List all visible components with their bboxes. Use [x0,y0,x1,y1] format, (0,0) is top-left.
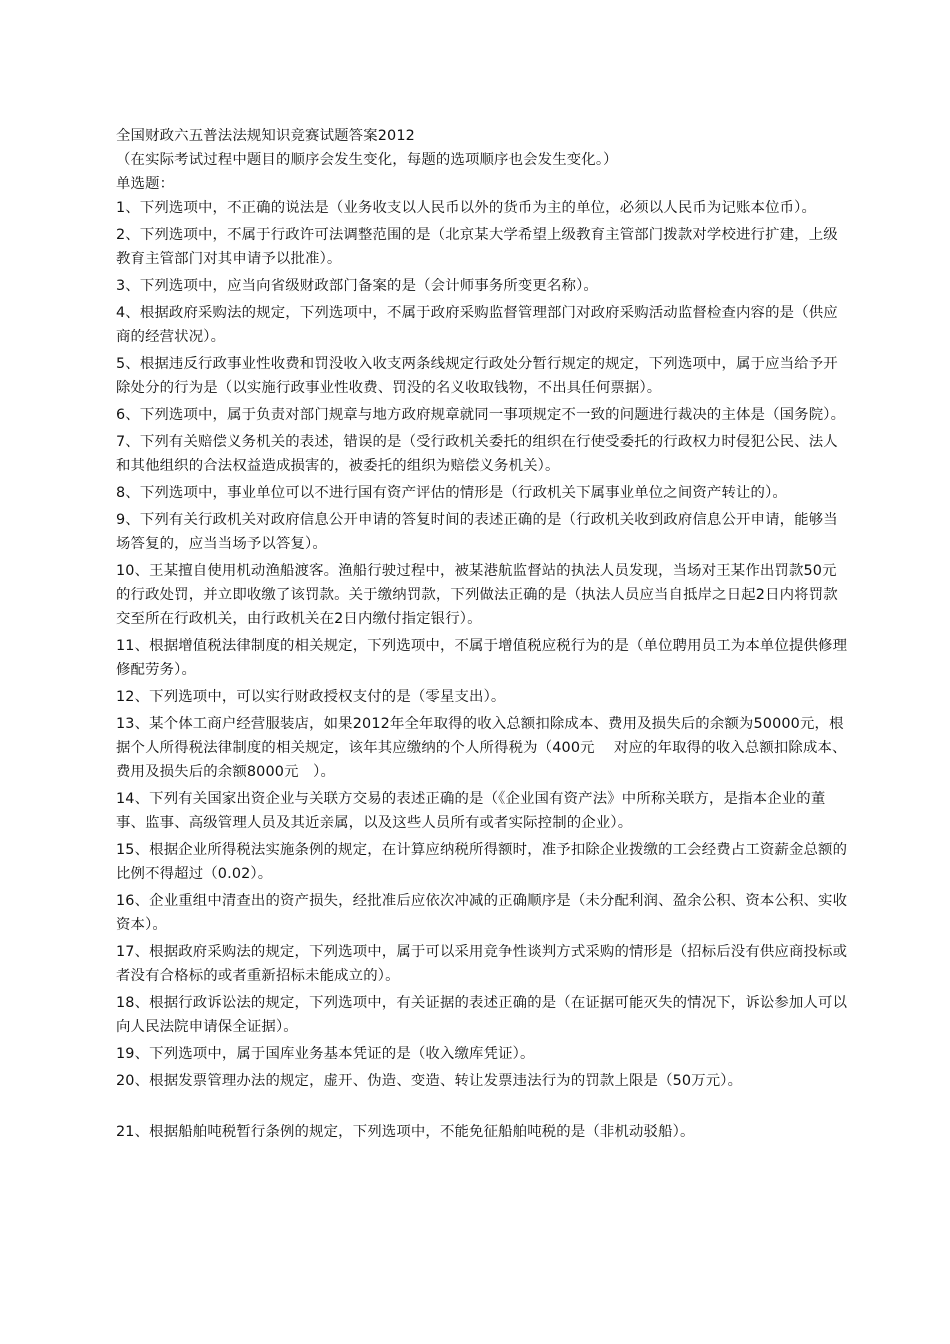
question-15: 15、根据企业所得税法实施条例的规定，在计算应纳税所得额时，准予扣除企业拨缴的工会经费占工资薪金总额的比例不得超过（0.02）。 [116,842,848,882]
question-7: 7、下列有关赔偿义务机关的表述，错误的是（受行政机关委托的组织在行使受委托的行政权力时侵犯公民、法人和其他组织的合法权益造成损害的，被委托的组织为赔偿义务机关）。 [116,434,838,474]
document-body [116,124,851,1147]
question-13: 13、某个体工商户经营服装店，如果2012年全年取得的收入总额扣除成本、费用及损失后的余额为50000元，根据个人所得税法律制度的相关规定，该年其应缴纳的个人所得税为（400元 对应的年取得的收入总额扣除成本、费用及损失后的余额8000元 ）。 [116,716,847,780]
question-4: 4、根据政府采购法的规定，下列选项中，不属于政府采购监督管理部门对政府采购活动监督检查内容的是（供应商的经营状况）。 [116,305,838,345]
question-8: 8、下列选项中，事业单位可以不进行国有资产评估的情形是（行政机关下属事业单位之间资产转让的）。 [116,485,787,501]
question-17: 17、根据政府采购法的规定，下列选项中，属于可以采用竞争性谈判方式采购的情形是（招标后没有供应商投标或者没有合格标的或者重新招标未能成立的）。 [116,944,848,984]
question-2: 2、下列选项中，不属于行政许可法调整范围的是（北京某大学希望上级教育主管部门拨款对学校进行扩建，上级教育主管部门对其申请予以批准）。 [116,227,838,267]
question-21: 21、根据船舶吨税暂行条例的规定，下列选项中，不能免征船舶吨税的是（非机动驳船）。 [116,1124,695,1140]
question-3: 3、下列选项中，应当向省级财政部门备案的是（会计师事务所变更名称）。 [116,278,598,294]
question-19: 19、下列选项中，属于国库业务基本凭证的是（收入缴库凭证）。 [116,1046,535,1062]
question-20: 20、根据发票管理办法的规定，虚开、伪造、变造、转让发票违法行为的罚款上限是（50万元）。 [116,1073,743,1089]
question-6: 6、下列选项中，属于负责对部门规章与地方政府规章就同一事项规定不一致的问题进行裁决的主体是（国务院）。 [116,407,846,423]
question-14: 14、下列有关国家出资企业与关联方交易的表述正确的是（《企业国有资产法》中所称关联方，是指本企业的董事、监事、高级管理人员及其近亲属，以及这些人员所有或者实际控制的企业）。 [116,791,826,831]
question-9: 9、下列有关行政机关对政府信息公开申请的答复时间的表述正确的是（行政机关收到政府信息公开申请，能够当场答复的，应当当场予以答复）。 [116,512,838,552]
section-label: 单选题： [116,176,175,192]
question-11: 11、根据增值税法律制度的相关规定，下列选项中，不属于增值税应税行为的是（单位聘用员工为本单位提供修理修配劳务）。 [116,638,848,678]
question-10: 10、王某擅自使用机动渔船渡客。渔船行驶过程中，被某港航监督站的执法人员发现，当场对王某作出罚款50元的行政处罚，并立即收缴了该罚款。关于缴纳罚款，下列做法正确的是（执法人员应当自抵岸之日起2日内将罚款交至所在行政机关，由行政机关在2日内缴付指定银行）。 [116,563,838,627]
document-title: 全国财政六五普法法规知识竞赛试题答案2012 [116,128,415,144]
question-5: 5、根据违反行政事业性收费和罚没收入收支两条线规定行政处分暂行规定的规定，下列选项中，属于应当给予开除处分的行为是（以实施行政事业性收费、罚没的名义收取钱物，不出具任何票据）。 [116,356,838,396]
question-1: 1、下列选项中，不正确的说法是（业务收支以人民币以外的货币为主的单位，必须以人民币为记账本位币）。 [116,200,817,216]
question-18: 18、根据行政诉讼法的规定，下列选项中，有关证据的表述正确的是（在证据可能灭失的情况下，诉讼参加人可以向人民法院申请保全证据）。 [116,995,848,1035]
question-16: 16、企业重组中清查出的资产损失，经批准后应依次冲减的正确顺序是（未分配利润、盈余公积、资本公积、实收资本）。 [116,893,848,933]
question-12: 12、下列选项中，可以实行财政授权支付的是（零星支出）。 [116,689,506,705]
blank-line [116,1096,851,1120]
document-note: （在实际考试过程中题目的顺序会发生变化，每题的选项顺序也会发生变化。） [116,152,618,168]
